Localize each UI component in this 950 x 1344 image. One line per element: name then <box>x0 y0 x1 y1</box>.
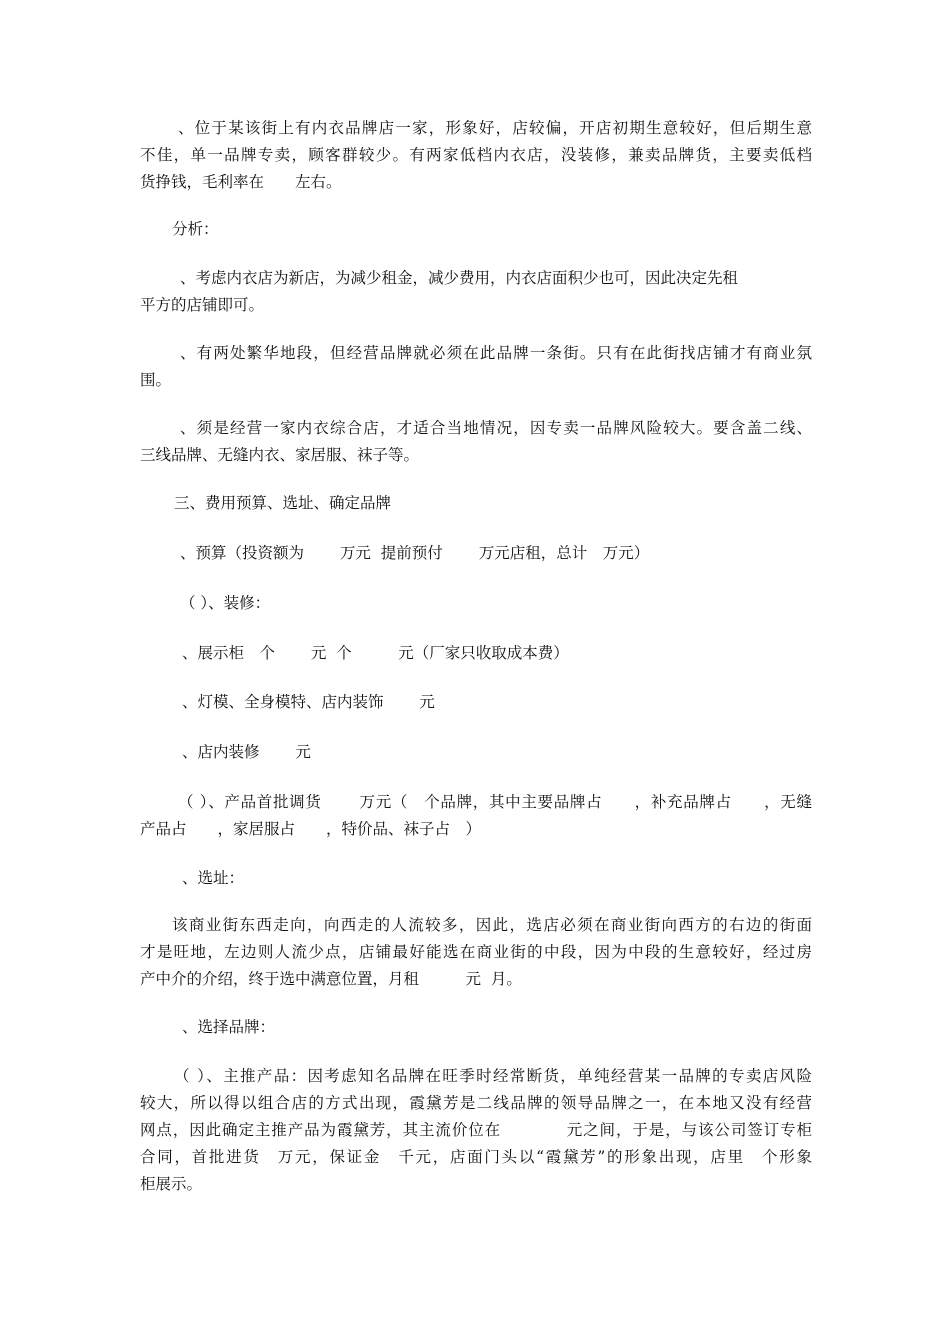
section-label: 、选择品牌： <box>182 1018 276 1036</box>
paragraph-line: （ ）、主推产品：因考虑知名品牌在旺季时经常断货，单纯经营某一品牌的专卖店风险 <box>174 1067 812 1085</box>
paragraph-line: 柜展示。 <box>140 1175 203 1193</box>
paragraph-line: 产品占 ，家居服占 ，特价品、袜子占 ） <box>140 820 482 838</box>
section-label: 分析： <box>172 220 219 238</box>
paragraph-line: 、须是经营一家内衣综合店，才适合当地情况，因专卖一品牌风险较大。要含盖二线、 <box>180 419 812 437</box>
paragraph-line: 、展示柜 个 元 个 元（厂家只收取成本费） <box>182 644 569 662</box>
paragraph-line: 货挣钱，毛利率在 左右。 <box>140 173 342 191</box>
paragraph-line: 该商业街东西走向，向西走的人流较多，因此，选店必须在商业街向西方的右边的街面 <box>172 916 812 934</box>
paragraph-line: 、考虑内衣店为新店，为减少租金，减少费用，内衣店面积少也可，因此决定先租 <box>180 269 739 287</box>
paragraph-line: （ ）、装修： <box>180 594 271 612</box>
paragraph-line: 、店内装修 元 <box>182 743 311 761</box>
paragraph-line: 较大，所以得以组合店的方式出现，霞黛芳是二线品牌的领导品牌之一，在本地又没有经营 <box>140 1094 812 1112</box>
paragraph-line: 、有两处繁华地段，但经营品牌就必须在此品牌一条街。只有在此街找店铺才有商业氛 <box>180 344 812 362</box>
paragraph-line: 网点，因此确定主推产品为霞黛芳，其主流价位在 元之间，于是，与该公司签订专柜 <box>140 1121 812 1139</box>
section-label: 、选址： <box>182 869 245 887</box>
section-heading: 三、费用预算、选址、确定品牌 <box>174 494 392 512</box>
paragraph-line: 、预算（投资额为 万元 提前预付 万元店租，总计 万元） <box>180 544 650 562</box>
paragraph-line: 平方的店铺即可。 <box>140 296 265 314</box>
paragraph-line: 、灯模、全身模特、店内装饰 元 <box>182 693 435 711</box>
paragraph-line: （ ）、产品首批调货 万元（ 个品牌，其中主要品牌占 ，补充品牌占 ，无缝 <box>178 793 812 811</box>
paragraph-line: 才是旺地，左边则人流少点，店铺最好能选在商业街的中段，因为中段的生意较好，经过房 <box>140 943 812 961</box>
paragraph-line: 不佳，单一品牌专卖，顾客群较少。有两家低档内衣店，没装修，兼卖品牌货，主要卖低档 <box>140 146 812 164</box>
paragraph-line: 合同，首批进货 万元，保证金 千元，店面门头以“霞黛芳”的形象出现，店里 个形象 <box>140 1148 812 1166</box>
paragraph-line: 围。 <box>140 371 172 389</box>
paragraph-line: 产中介的介绍，终于选中满意位置，月租 元 月。 <box>140 970 522 988</box>
paragraph-line: 三线品牌、无缝内衣、家居服、袜子等。 <box>140 446 420 464</box>
paragraph-line: 、位于某该街上有内衣品牌店一家，形象好，店较偏，开店初期生意较好，但后期生意 <box>178 119 812 137</box>
